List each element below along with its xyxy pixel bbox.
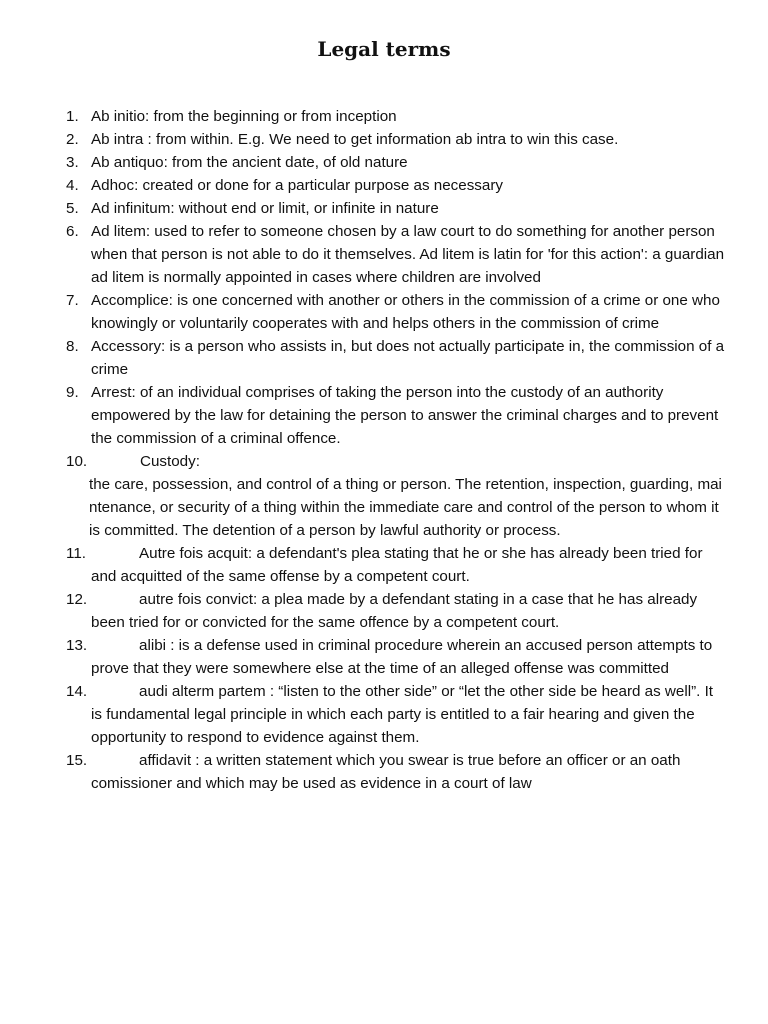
list-item <box>66 680 726 749</box>
item-number: 10. <box>66 453 88 470</box>
item-number: 12. <box>66 591 88 608</box>
item-number: 4. <box>66 177 79 194</box>
item-number: 6. <box>66 223 79 240</box>
list-item <box>66 197 726 220</box>
list-item <box>66 289 726 335</box>
item-text: audi alterm partem : “listen to the other side” or “let the other side be heard as well”. It is fundamental legal principle in which each party is entitled to a fair hearing and given the opportunity to respond to evidence against them. <box>91 683 714 746</box>
item-number: 11. <box>66 545 86 562</box>
list-item <box>66 128 726 151</box>
item-number: 7. <box>66 292 79 309</box>
item-text: alibi : is a defense used in criminal procedure wherein an accused person attempts to prove that they were somewhere else at the time of an alleged offense was committed <box>91 637 713 677</box>
list-item <box>66 749 726 795</box>
item-text: the care, possession, and control of a thing or person. The retention, inspection, guarding, maintenance, or security of a thing within the immediate care and control of the person to whom it is committed. The detention of a person by lawful authority or process. <box>89 476 722 539</box>
item-text: Ab initio: from the beginning or from inception <box>91 108 397 125</box>
list-item <box>66 220 726 289</box>
item-text: Ad litem: used to refer to someone chosen by a law court to do something for another person when that person is not able to do it themselves. Ad litem is latin for 'for this action': a guardian ad litem is normally appointed in cases where children are involved <box>91 223 725 286</box>
page-title: Legal terms <box>317 37 451 61</box>
item-number: 9. <box>66 384 79 401</box>
list-item <box>66 542 726 588</box>
item-text: Accomplice: is one concerned with another or others in the commission of a crime or one who knowingly or voluntarily cooperates with and helps others in the commission of crime <box>91 292 720 332</box>
list-item <box>66 634 726 680</box>
item-text: affidavit : a written statement which you swear is true before an officer or an oath comissioner and which may be used as evidence in a court of law <box>91 752 681 792</box>
item-term: Custody: <box>140 453 200 470</box>
item-text: Adhoc: created or done for a particular purpose as necessary <box>91 177 503 194</box>
list-item <box>66 450 726 542</box>
item-number: 14. <box>66 683 88 700</box>
item-text: Arrest: of an individual comprises of taking the person into the custody of an authority empowered by the law for detaining the person to answer the criminal charges and to prevent the commission of a criminal offence. <box>91 384 719 447</box>
list-item <box>66 105 726 128</box>
item-text: Ab antiquo: from the ancient date, of old nature <box>91 154 408 171</box>
item-text: Accessory: is a person who assists in, but does not actually participate in, the commission of a crime <box>91 338 725 378</box>
item-number: 3. <box>66 154 79 171</box>
item-number: 5. <box>66 200 79 217</box>
list-item <box>66 381 726 450</box>
legal-terms-list <box>66 105 726 795</box>
item-number: 2. <box>66 131 79 148</box>
list-item <box>66 151 726 174</box>
list-item <box>66 588 726 634</box>
item-number: 13. <box>66 637 88 654</box>
item-number: 8. <box>66 338 79 355</box>
item-number: 1. <box>66 108 79 125</box>
list-item <box>66 335 726 381</box>
item-text: Autre fois acquit: a defendant's plea stating that he or she has already been tried for and acquitted of the same offense by a competent court. <box>91 545 703 585</box>
item-text: autre fois convict: a plea made by a defendant stating in a case that he has already been tried for or convicted for the same offence by a competent court. <box>91 591 698 631</box>
item-text: Ad infinitum: without end or limit, or infinite in nature <box>91 200 439 217</box>
list-item <box>66 174 726 197</box>
item-text: Ab intra : from within. E.g. We need to get information ab intra to win this case. <box>91 131 619 148</box>
item-number: 15. <box>66 752 88 769</box>
